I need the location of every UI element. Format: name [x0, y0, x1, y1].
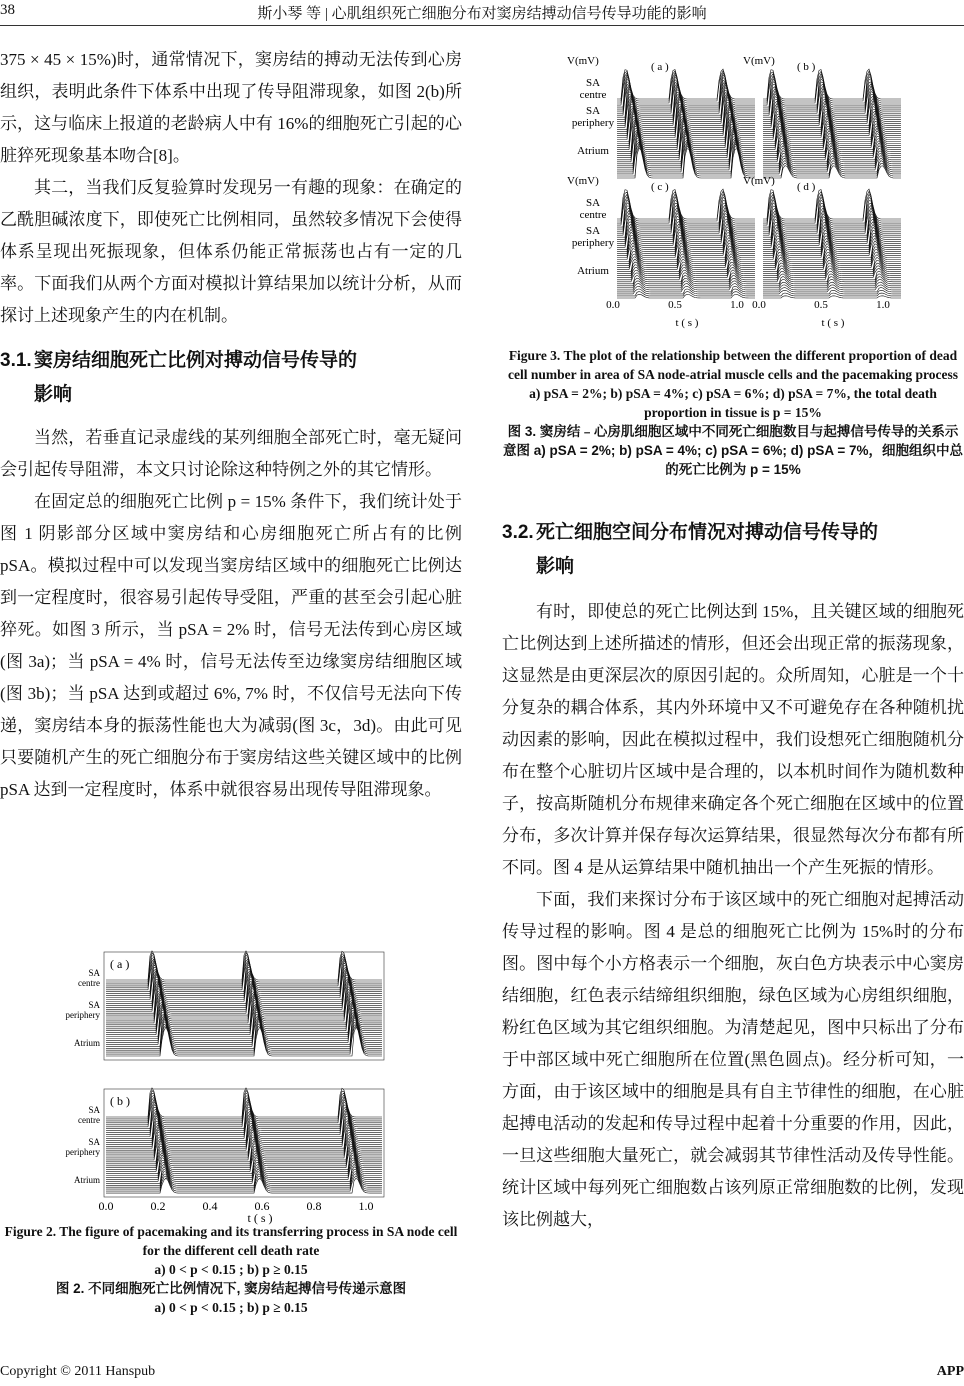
paragraph: 当然，若垂直记录虚线的某列细胞全部死亡时，毫无疑问会引起传导阻滞，本文只讨论除这种特例之外的其它情形。 — [0, 428, 462, 479]
row-label: SA — [88, 1137, 100, 1147]
row-label: centre — [78, 978, 100, 988]
trace — [763, 71, 901, 101]
row-label: centre — [579, 209, 607, 221]
trace — [763, 89, 901, 116]
trace — [763, 203, 901, 229]
x-tick-label: 0.5 — [814, 299, 828, 311]
trace — [106, 1010, 382, 1039]
x-axis-label: t ( s ) — [247, 1211, 273, 1225]
x-tick-label: 0.0 — [752, 299, 766, 311]
row-label: periphery — [571, 117, 615, 129]
paragraph: 375 × 45 × 15%)时，通常情况下，窦房结的搏动无法传到心房组织，表明此条件下体系中出现了传导阻滞现象，如图 2(b)所示，这与临床上报道的老龄病人中有 16%的细胞死亡引起的心脏猝死现象基本吻合[8]。 — [0, 50, 462, 165]
row-label: Atrium — [74, 1175, 100, 1185]
trace — [106, 1164, 382, 1181]
trace — [106, 1019, 382, 1048]
row-label: Atrium — [577, 145, 609, 157]
panel-label: ( b ) — [797, 61, 816, 73]
y-axis-label: V(mV) — [567, 55, 599, 67]
trace — [763, 166, 901, 178]
x-tick-label: 1.0 — [358, 1199, 374, 1213]
x-tick-label: 1.0 — [730, 299, 744, 311]
waterfall-traces — [617, 69, 755, 178]
x-tick-label: 0.2 — [150, 1199, 166, 1213]
trace — [106, 1139, 382, 1160]
waterfall-traces — [763, 189, 901, 298]
row-label: SA — [88, 968, 100, 978]
panel-label: ( a ) — [651, 61, 669, 73]
trace — [106, 1025, 382, 1054]
right-column — [502, 516, 964, 1236]
row-label: SA — [585, 197, 601, 209]
y-axis-label: V(mV) — [743, 55, 775, 67]
x-tick-label: 0.5 — [668, 299, 682, 311]
x-tick-label: 1.0 — [876, 299, 890, 311]
trace — [617, 294, 755, 298]
trace — [763, 69, 901, 99]
x-tick-label: 0.0 — [606, 299, 620, 311]
x-axis-label: t ( s ) — [821, 317, 845, 329]
waterfall-traces — [106, 1088, 382, 1193]
trace — [617, 208, 755, 234]
trace — [617, 213, 755, 237]
trace — [763, 91, 901, 117]
row-label: centre — [78, 1115, 100, 1125]
journal-name: APP — [936, 1364, 964, 1379]
waterfall-traces — [617, 189, 755, 298]
x-axis-label: t ( s ) — [675, 317, 699, 329]
figure-3 — [555, 50, 915, 335]
waterfall-traces — [763, 69, 901, 178]
row-label: periphery — [65, 1010, 100, 1020]
trace — [617, 192, 755, 222]
trace — [106, 1167, 382, 1184]
figure-2-caption: Figure 2. The figure of pacemaking and its transferring process in SA node cell for the different cell death rate a) 0 < p < 0.15 ; b) p ≥ 0.15 图 2. 不同细胞死亡比例情况下, 窦房结起搏信号传递示意图 a) 0 < p < 0.15 ; b) p ≥ 0.15 — [4, 1224, 458, 1315]
x-tick-label: 0.4 — [202, 1199, 218, 1213]
trace — [617, 189, 755, 219]
paragraph: 其二，当我们反复验算时发现另一有趣的现象：在确定的乙酰胆碱浓度下，即使死亡比例相同，虽然较多情况下会使得体系呈现出死振现象，但体系仍能正常振荡也占有一定的几率。下面我们从两个方面对模拟计算结果加以统计分析，从而探讨上述现象产生的内在机制。 — [0, 178, 462, 325]
trace — [763, 189, 901, 219]
trace — [617, 73, 755, 103]
trace — [617, 71, 755, 101]
row-label: periphery — [571, 237, 615, 249]
y-axis-label: V(mV) — [743, 175, 775, 187]
trace — [106, 1002, 382, 1031]
figure-3-caption: Figure 3. The plot of the relationship between the different proportion of dead cell number in area of SA node-atrial muscle cells and the pacemaking process a) pSA = 2%; b) pSA = 4%; c) pSA = 6%; d) pSA = 7%, the total death proportion in tissue is p = 15% 图 3. 窦房结﹣心房肌细胞区域中不同死亡细胞数目与起搏信号传导的关系示意图 a) pSA = 2%; b) pSA = 4%; c) pSA = 6%; d) pSA = 7%，细胞组织中总的死亡比例为 p = 15% — [502, 348, 964, 477]
trace — [763, 296, 901, 298]
paragraph: 下面，我们来探讨分布于该区域中的死亡细胞对起搏活动传导过程的影响。图 4 是总的细胞死亡比例为 15%时的分布图。图中每个小方格表示一个细胞，灰白色方块表示中心窦房结细胞，红色表示结缔组织细胞，绿色区域为心房组织细胞，粉红色区域为其它组织细胞。为清楚起见，图中只标出了分布于中部区域中死亡细胞所在位置(黑色圆点)。经分析可知，一方面，由于该区域中的细胞是具有自主节律性的细胞，在心脏起搏电活动的发起和传导过程中起着十分重要的作用，因此，一旦这些细胞大量死亡，就会减弱其节律性活动及传导性能。统计区域中每列死亡细胞数占该列原正常细胞数的比例，发现该比例越大， — [502, 890, 964, 1229]
trace — [617, 205, 755, 231]
row-label: centre — [579, 89, 607, 101]
waterfall-traces — [106, 951, 382, 1056]
trace — [106, 1162, 382, 1179]
x-tick-label: 0.6 — [254, 1199, 270, 1213]
trace — [763, 293, 901, 296]
panel-label: ( c ) — [651, 181, 669, 193]
trace — [106, 1137, 382, 1158]
row-label: SA — [585, 77, 601, 89]
paragraph: 在固定总的细胞死亡比例 p = 15% 条件下，我们统计处于图 1 阴影部分区域中窦房结和心房细胞死亡所占有的比例 pSA。模拟过程中可以发现当窦房结区域中的细胞死亡比例达到一定程度时，很容易引起传导受阻，严重的甚至会引起心脏猝死。如图 3 所示，当 pSA = 2% 时，信号无法传到心房区域(图 3a)；当 pSA = 4% 时，信号无法传至边缘窦房结细胞区域(图 3b)；当 pSA 达到或超过 6%, 7% 时，不仅信号无法向下传递，窦房结本身的振荡性能也大为减弱(图 3c，3d)。由此可见只要随机产生的死亡细胞分布于窦房结这些关键区域中的比例 pSA 达到一定程度时，体系中就很容易出现传导阻滞现象。 — [0, 492, 462, 799]
row-label: SA — [88, 1000, 100, 1010]
trace — [763, 205, 901, 231]
row-label: periphery — [65, 1147, 100, 1157]
trace — [106, 1004, 382, 1033]
trace — [106, 1013, 382, 1042]
x-tick-label: 0.0 — [98, 1199, 114, 1213]
trace — [106, 1012, 382, 1041]
row-label: Atrium — [577, 265, 609, 277]
left-column — [0, 44, 462, 806]
page-header — [0, 2, 964, 26]
trace — [106, 1027, 382, 1056]
trace — [617, 148, 755, 178]
copyright: Copyright © 2011 Hanspub — [0, 1364, 156, 1379]
section-heading-3-2: 3.2. 死亡细胞空间分布情况对搏动信号传导的 影响 — [502, 522, 879, 577]
trace — [763, 86, 901, 113]
figure-2 — [60, 942, 410, 1225]
page-number: 38 — [0, 2, 15, 18]
trace — [617, 203, 755, 229]
row-label: SA — [585, 105, 601, 117]
row-label: Atrium — [74, 1038, 100, 1048]
y-axis-label: V(mV) — [567, 175, 599, 187]
trace — [763, 192, 901, 222]
trace — [106, 1006, 382, 1035]
trace — [106, 1022, 382, 1051]
trace — [106, 1015, 382, 1044]
running-title: 斯小琴 等 | 心肌组织死亡细胞分布对窦房结搏动信号传导功能的影响 — [257, 6, 707, 22]
trace — [617, 69, 755, 99]
panel-label: ( d ) — [797, 181, 816, 193]
trace — [106, 1023, 382, 1052]
row-label: SA — [88, 1105, 100, 1115]
trace — [106, 1153, 382, 1172]
panel-label: ( a ) — [110, 957, 130, 971]
section-heading-3-1: 3.1. 窦房结细胞死亡比例对搏动信号传导的 影响 — [0, 350, 358, 405]
paragraph: 有时，即使总的死亡比例达到 15%，且关键区域的细胞死亡比例达到上述所描述的情形，但还会出现正常的振荡现象，这显然是由更深层次的原因引起的。众所周知，心脏是一个十分复杂的耦合体系，其内外环境中又不可避免存在各种随机扰动因素的影响，因此在模拟过程中，我们设想死亡细胞随机分布在整个心脏切片区域中是合理的，以本机时间作为随机数种子，按高斯随机分布规律来确定各个死亡细胞在区域中的位置分布，多次计算并保存每次运算结果，很显然每次分布都有所不同。图 4 是从运算结果中随机抽出一个产生死振的情形。 — [502, 602, 964, 877]
trace — [106, 1008, 382, 1037]
trace — [106, 1160, 382, 1178]
row-label: SA — [585, 225, 601, 237]
trace — [106, 1017, 382, 1046]
trace — [106, 998, 382, 1027]
trace — [106, 1000, 382, 1029]
panel-label: ( b ) — [110, 1094, 130, 1108]
x-tick-label: 0.8 — [306, 1199, 322, 1213]
